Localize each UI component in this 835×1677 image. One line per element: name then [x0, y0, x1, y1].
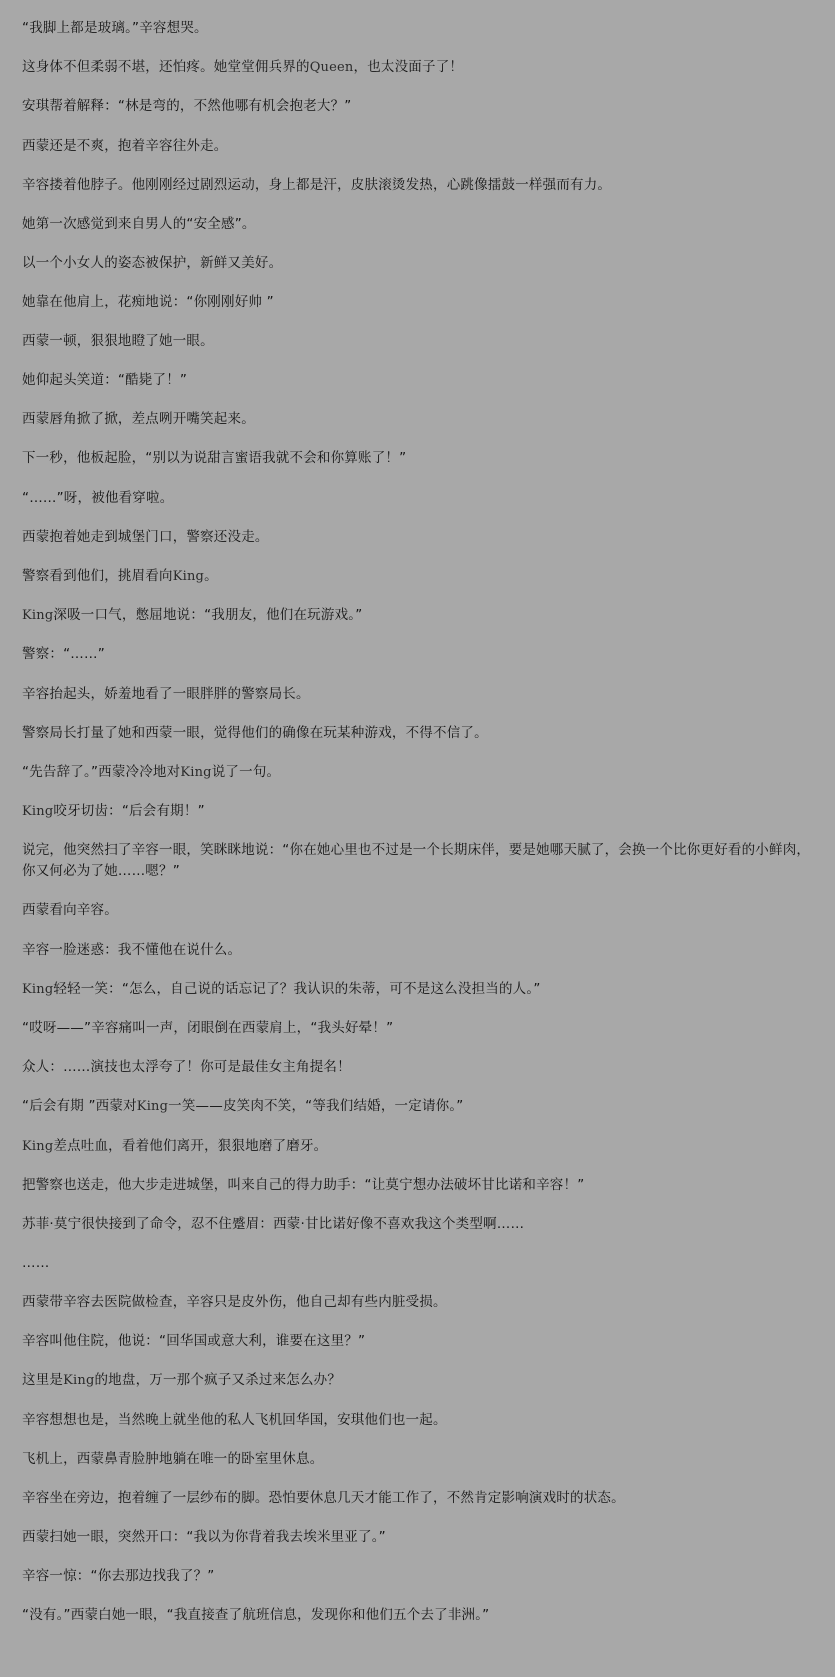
paragraph: 辛容一脸迷惑：我不懂他在说什么。	[22, 941, 242, 958]
paragraph: 西蒙还是不爽，抱着辛容往外走。	[22, 137, 228, 154]
paragraph: 她仰起头笑道：“酷毙了！”	[22, 372, 188, 389]
latin-word: King	[63, 1373, 95, 1389]
paragraph: 苏菲·莫宁很快接到了命令，忍不住蹙眉：西蒙·甘比诺好像不喜欢我这个类型啊……	[22, 1215, 525, 1232]
paragraph: “哎呀——”辛容痛叫一声，闭眼倒在西蒙肩上，“我头好晕！”	[22, 1019, 394, 1036]
paragraph: 这身体不但柔弱不堪，还怕疼。她堂堂佣兵界的Queen，也太没面子了！	[22, 59, 464, 76]
paragraph: “后会有期 ”西蒙对King一笑——皮笑肉不笑，“等我们结婚，一定请你。”	[22, 1098, 464, 1115]
latin-word: King	[22, 804, 54, 820]
paragraph: 辛容一惊：“你去那边找我了？”	[22, 1568, 215, 1585]
paragraph: 西蒙看向辛容。	[22, 902, 118, 919]
paragraph: 警察局长打量了她和西蒙一眼，觉得他们的确像在玩某种游戏，不得不信了。	[22, 724, 488, 741]
paragraph: 把警察也送走，他大步走进城堡，叫来自己的得力助手：“让莫宁想办法破坏甘比诺和辛容！”	[22, 1176, 585, 1193]
paragraph: 西蒙扫她一眼，突然开口：“我以为你背着我去埃米里亚了。”	[22, 1529, 386, 1546]
paragraph: 西蒙一顿，狠狠地瞪了她一眼。	[22, 333, 214, 350]
paragraph: “……”呀，被他看穿啦。	[22, 489, 174, 506]
latin-word: King	[22, 1138, 54, 1154]
latin-word: King	[136, 1099, 169, 1115]
paragraph: 安琪帮着解释：“林是弯的，不然他哪有机会抱老大？”	[22, 98, 352, 115]
paragraph: “先告辞了。”西蒙冷冷地对King说了一句。	[22, 763, 281, 780]
paragraph: 辛容坐在旁边，抱着缠了一层纱布的脚。恐怕要休息几天才能工作了，不然肯定影响演戏时的状态。	[22, 1489, 625, 1506]
paragraph: 她靠在他肩上，花痴地说：“你刚刚好帅 ”	[22, 293, 274, 310]
paragraph: 说完，他突然扫了辛容一眼，笑眯眯地说：“你在她心里也不过是一个长期床伴，要是她哪天腻了，会换一个比你更好看的小鲜肉，你又何必为了她……嗯？”	[22, 842, 811, 880]
paragraph: 警察：“……”	[22, 646, 105, 663]
paragraph: 以一个小女人的姿态被保护，新鲜又美好。	[22, 254, 283, 271]
latin-word: King	[22, 608, 54, 624]
latin-word: Queen	[309, 60, 354, 76]
paragraph: 辛容抬起头，娇羞地看了一眼胖胖的警察局长。	[22, 685, 310, 702]
paragraph: 下一秒，他板起脸，“别以为说甜言蜜语我就不会和你算账了！”	[22, 450, 407, 467]
paragraph: 这里是King的地盘，万一那个疯子又杀过来怎么办？	[22, 1372, 342, 1389]
paragraph: 辛容搂着他脖子。他刚刚经过剧烈运动，身上都是汗，皮肤滚烫发热，心跳像擂鼓一样强而有力。	[22, 176, 612, 193]
paragraph: 她第一次感觉到来自男人的“安全感”。	[22, 215, 256, 232]
paragraph: 西蒙抱着她走到城堡门口，警察还没走。	[22, 528, 269, 545]
paragraph: “我脚上都是玻璃。”辛容想哭。	[22, 20, 208, 36]
paragraph: 辛容想想也是，当然晚上就坐他的私人飞机回华国，安琪他们也一起。	[22, 1411, 447, 1428]
paragraph: King咬牙切齿：“后会有期！”	[22, 803, 205, 820]
paragraph: King轻轻一笑：“怎么，自己说的话忘记了？我认识的朱蒂，可不是这么没担当的人。”	[22, 980, 541, 997]
paragraph: King差点吐血，看着他们离开，狠狠地磨了磨牙。	[22, 1137, 328, 1154]
paragraph: 众人：……演技也太浮夸了！你可是最佳女主角提名！	[22, 1059, 351, 1076]
paragraph: King深吸一口气，憋屈地说：“我朋友，他们在玩游戏。”	[22, 607, 363, 624]
paragraph: 飞机上，西蒙鼻青脸肿地躺在唯一的卧室里休息。	[22, 1450, 324, 1467]
paragraph: 警察看到他们，挑眉看向King。	[22, 567, 218, 584]
latin-word: King	[180, 764, 212, 780]
paragraph: 西蒙唇角掀了掀，差点咧开嘴笑起来。	[22, 411, 255, 428]
paragraph: 辛容叫他住院，他说：“回华国或意大利，谁要在这里？”	[22, 1333, 366, 1350]
paragraph: “没有。”西蒙白她一眼，“我直接查了航班信息，发现你和他们五个去了非洲。”	[22, 1607, 490, 1624]
latin-word: King	[172, 568, 205, 584]
paragraph: 西蒙带辛容去医院做检查，辛容只是皮外伤，他自己却有些内脏受损。	[22, 1294, 447, 1311]
latin-word: King	[22, 981, 54, 997]
paragraph: ……	[22, 1255, 50, 1272]
